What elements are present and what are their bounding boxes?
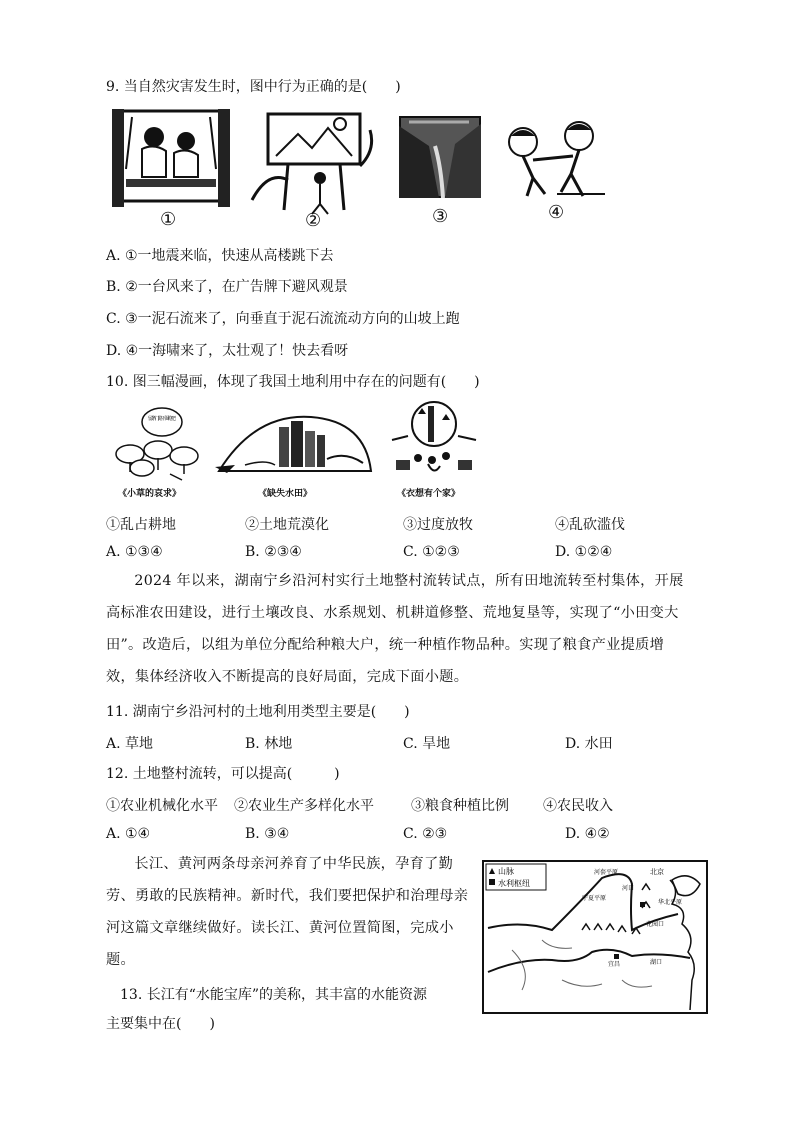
q10-item-2: ②土地荒漠化 bbox=[245, 517, 329, 533]
q9-option-b: B. ②一台风来了，在广告牌下避风观景 bbox=[106, 279, 348, 295]
q10-choice-c: C. ①②③ bbox=[403, 544, 460, 560]
q10-choice-a: A. ①③④ bbox=[106, 544, 163, 560]
q12-item-4: ④农民收入 bbox=[543, 798, 613, 814]
q10-caption-3: 《衣想有个家》 bbox=[397, 489, 461, 499]
map-place-yichang: 宜昌 bbox=[608, 961, 621, 968]
q9-stem: 9. 当自然灾害发生时，图中行为正确的是( ) bbox=[106, 79, 401, 95]
map-place-hekou: 河口 bbox=[622, 885, 635, 892]
map-place-hukou: 湖口 bbox=[650, 959, 663, 966]
q10-caption-2: 《缺失水田》 bbox=[258, 489, 313, 499]
q12-choice-a: A. ①④ bbox=[106, 826, 151, 842]
q9-label-1: ① bbox=[160, 209, 177, 230]
q12-item-2: ②农业生产多样化水平 bbox=[234, 798, 374, 814]
q10-cartoon-3-forest bbox=[388, 400, 480, 486]
dam-legend-icon bbox=[489, 879, 495, 885]
q9-figure-3-mudslide bbox=[399, 116, 481, 198]
q10-item-1: ①乱占耕地 bbox=[106, 517, 176, 533]
q12-choice-b: B. ③④ bbox=[245, 826, 290, 842]
q10-choice-d: D. ①②④ bbox=[555, 544, 613, 560]
q10-stem: 10. 图三幅漫画，体现了我国土地利用中存在的问题有( ) bbox=[106, 374, 480, 390]
q10-cartoon-1-sheep bbox=[112, 404, 202, 484]
map-legend-mountains: 山脉 bbox=[498, 867, 514, 876]
q12-stem: 12. 土地整村流转，可以提高( ) bbox=[106, 766, 340, 782]
q9-option-c: C. ③一泥石流来了，向垂直于泥石流流动方向的山坡上跑 bbox=[106, 311, 460, 327]
q12-item-3: ③粮食种植比例 bbox=[411, 798, 509, 814]
q11-stem: 11. 湖南宁乡沿河村的土地利用类型主要是( ) bbox=[106, 704, 410, 720]
map-place-ningxia: 宁夏平原 bbox=[582, 895, 607, 902]
q9-label-2: ② bbox=[305, 210, 322, 231]
q9-figure-2-billboard bbox=[248, 110, 380, 216]
map-place-huayuankou: 花园口 bbox=[646, 921, 665, 928]
q12-choice-c: C. ②③ bbox=[403, 826, 448, 842]
passage-land-transfer: 2024 年以来，湖南宁乡沿河村实行土地整村流转试点，所有田地流转至村集体，开展高标准农田建设，进行土壤改良、水系规划、机耕道修整、荒地复垦等，实现了“小田变大田”。改造后，以组为单位分配给种粮大户，统一种植作物品种。实现了粮食产业提质增效，集体经济收入不断提高的良好局面，完成下面小题。 bbox=[106, 573, 684, 685]
q10-item-4: ④乱砍滥伐 bbox=[555, 517, 625, 533]
q9-figure-1-window bbox=[112, 109, 230, 207]
q11-choice-a: A. 草地 bbox=[106, 736, 154, 752]
rivers-map bbox=[482, 860, 708, 1014]
dam-marker bbox=[640, 902, 645, 907]
q10-caption-1: 《小草的哀求》 bbox=[118, 489, 182, 499]
map-legend-dams: 水利枢纽 bbox=[498, 879, 530, 888]
q12-item-1: ①农业机械化水平 bbox=[106, 798, 218, 814]
q13-stem-line1: 13. 长江有“水能宝库”的美称，其丰富的水能资源 bbox=[120, 987, 428, 1003]
q9-label-3: ③ bbox=[432, 206, 449, 227]
q11-choice-c: C. 旱地 bbox=[403, 736, 451, 752]
q9-option-a: A. ①一地震来临，快速从高楼跳下去 bbox=[106, 248, 334, 264]
q9-label-4: ④ bbox=[548, 202, 565, 223]
map-place-huabei: 华北平原 bbox=[658, 899, 683, 906]
q10-bubble-text: 留条门路下面吃吧 bbox=[148, 416, 176, 422]
q11-choice-b: B. 林地 bbox=[245, 736, 293, 752]
q13-stem-line2: 主要集中在( ) bbox=[106, 1016, 215, 1032]
q9-option-d: D. ④一海啸来了，太壮观了！快去看呀 bbox=[106, 343, 349, 359]
q10-choice-b: B. ②③④ bbox=[245, 544, 302, 560]
q11-choice-d: D. 水田 bbox=[565, 736, 613, 752]
map-place-beijing: 北京 bbox=[650, 868, 664, 876]
q10-cartoon-2-city bbox=[215, 407, 375, 483]
q9-figure-4-tsunami bbox=[497, 120, 607, 198]
q10-item-3: ③过度放牧 bbox=[403, 517, 473, 533]
map-place-hetao: 河套平原 bbox=[594, 869, 619, 876]
q12-choice-d: D. ④② bbox=[565, 826, 610, 842]
dam-marker bbox=[614, 954, 619, 959]
passage-rivers: 长江、黄河两条母亲河养育了中华民族，孕育了勤劳、勇敢的民族精神。新时代，我们要把保护和治理母亲河这篇文章继续做好。读长江、黄河位置简图，完成小题。 bbox=[106, 856, 469, 968]
